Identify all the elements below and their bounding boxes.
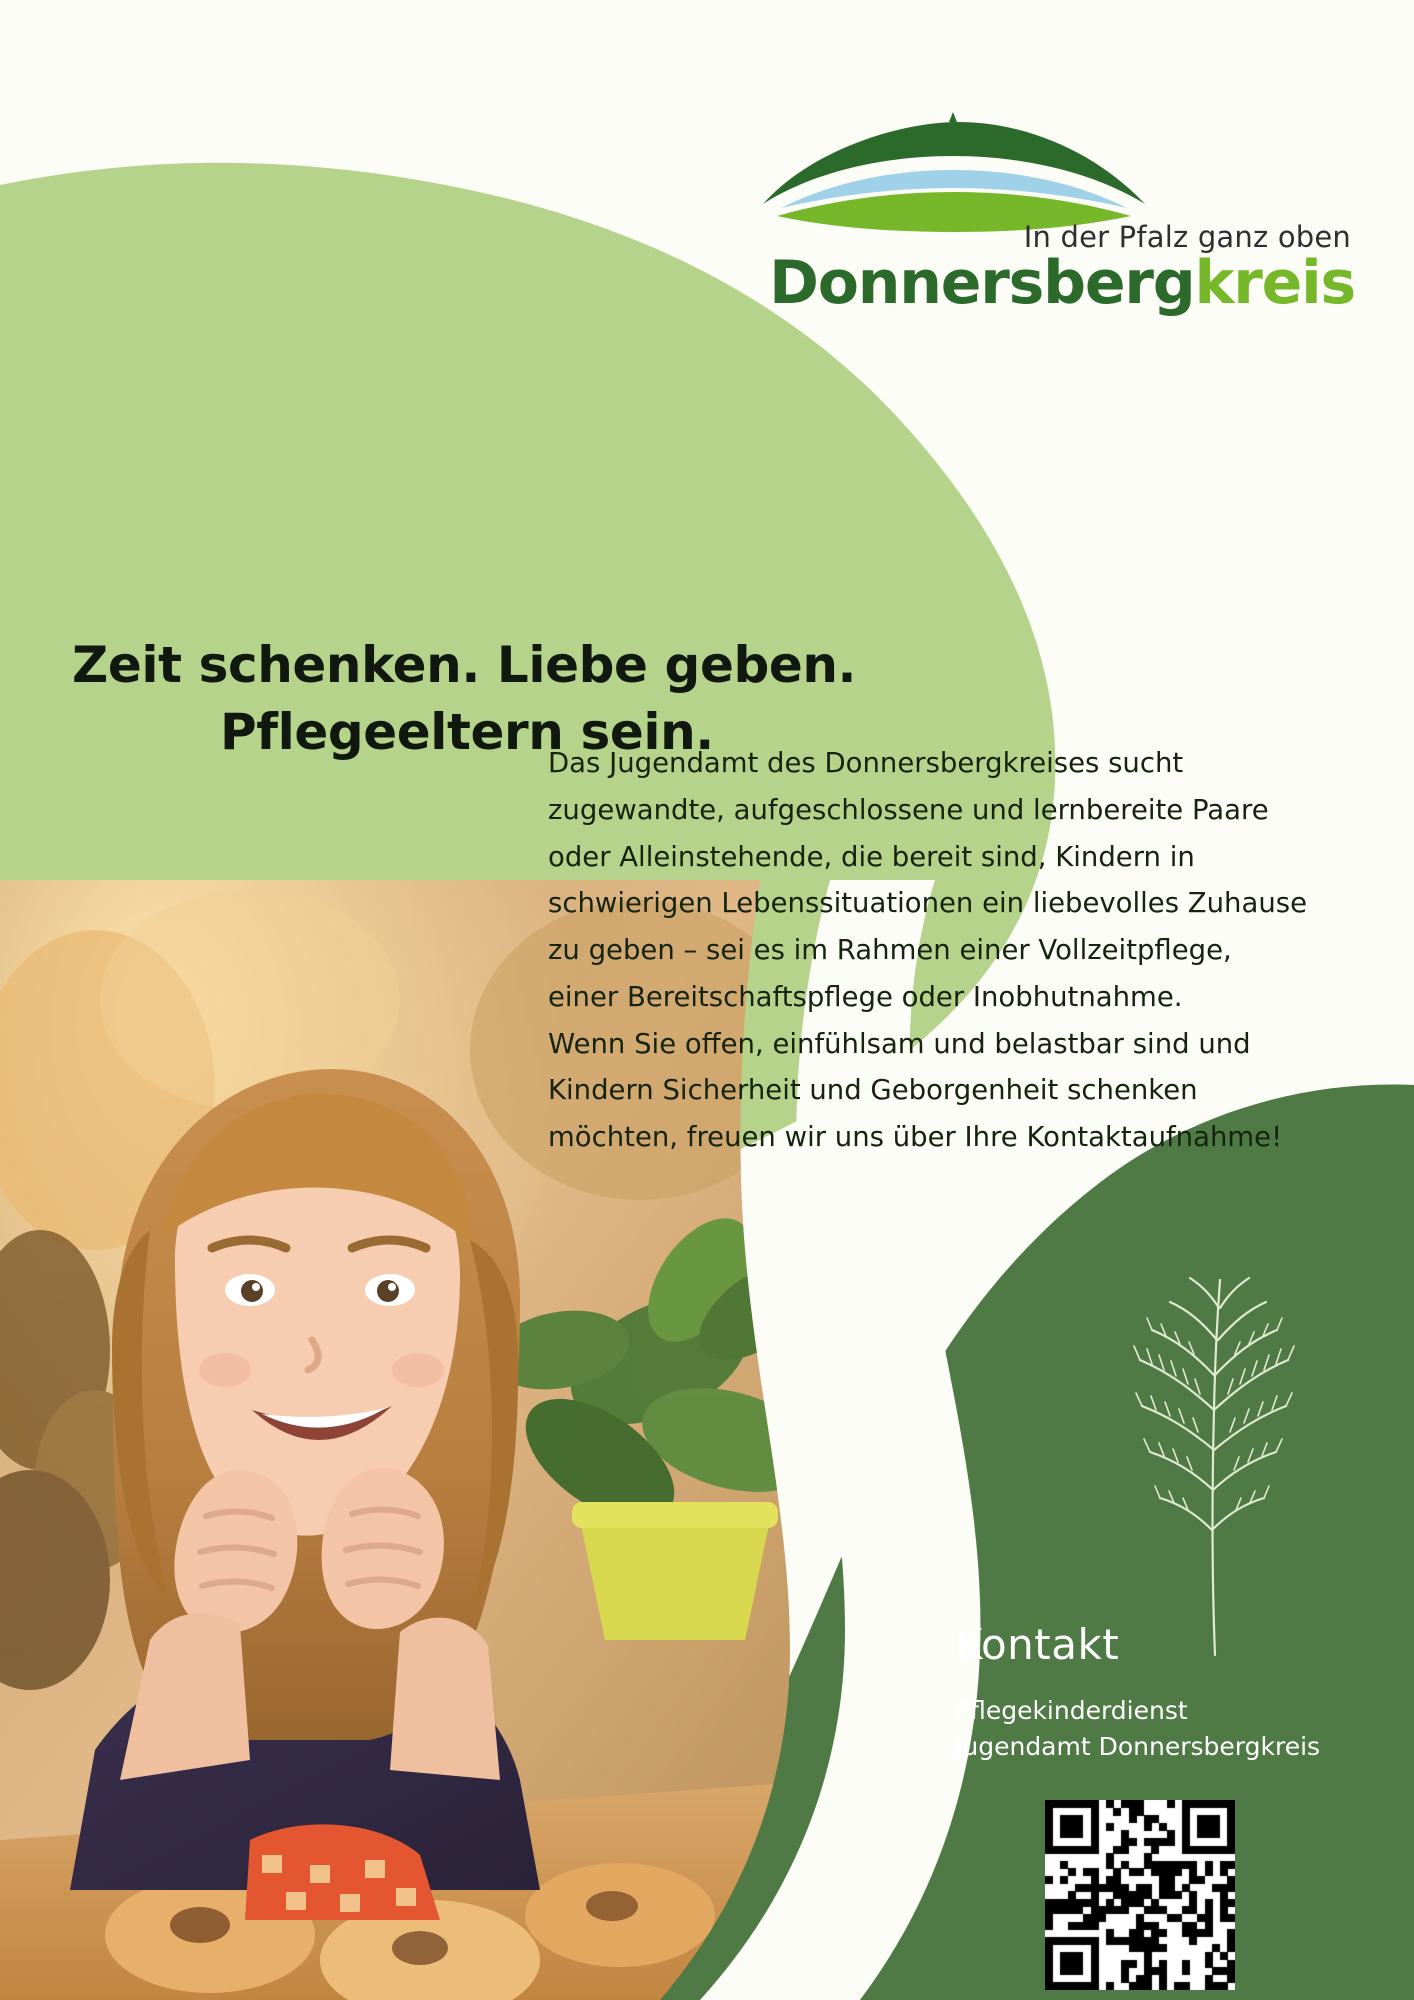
body-paragraph-2: Wenn Sie offen, einfühlsam und belastbar sind und Kindern Sicherheit und Geborgenheit schenken möchten, freuen wir uns über Ihre Kontaktaufnahme!: [548, 1027, 1283, 1153]
contact-heading: Kontakt: [955, 1620, 1120, 1669]
logo-wordmark-dark: Donnersberg: [769, 248, 1195, 318]
headline-line-1: Zeit schenken. Liebe geben.: [72, 635, 857, 694]
qr-code[interactable]: [1045, 1800, 1235, 1990]
hill-logo-icon: [753, 112, 1153, 232]
contact-block: [955, 1620, 1375, 1764]
pine-branch-illustration: [1090, 1260, 1340, 1660]
contact-line-1: Pflegekinderdienst: [955, 1696, 1188, 1725]
donnersbergkreis-logo: [735, 120, 1355, 350]
logo-wordmark-light: kreis: [1194, 248, 1355, 318]
logo-tagline: In der Pfalz ganz oben: [1023, 220, 1351, 254]
qr-code-canvas[interactable]: [1045, 1800, 1235, 1990]
contact-line-2: Jugendamt Donnersbergkreis: [955, 1731, 1321, 1761]
body-paragraph-1: Das Jugendamt des Donnersbergkreises sucht zugewandte, aufgeschlossene und lernbereite Paare oder Alleinstehende, die bereit sind, Kindern in schwierigen Lebenssituationen ein liebevolles Zuhause zu geben – sei es im Rahmen einer Vollzeitpflege, einer Bereitschaftspflege oder Inobhutnahme.: [548, 747, 1308, 1013]
headline-line-2: Pflegeeltern sein.: [220, 702, 714, 761]
logo-wordmark: [769, 248, 1355, 318]
body-copy: [548, 740, 1308, 1161]
